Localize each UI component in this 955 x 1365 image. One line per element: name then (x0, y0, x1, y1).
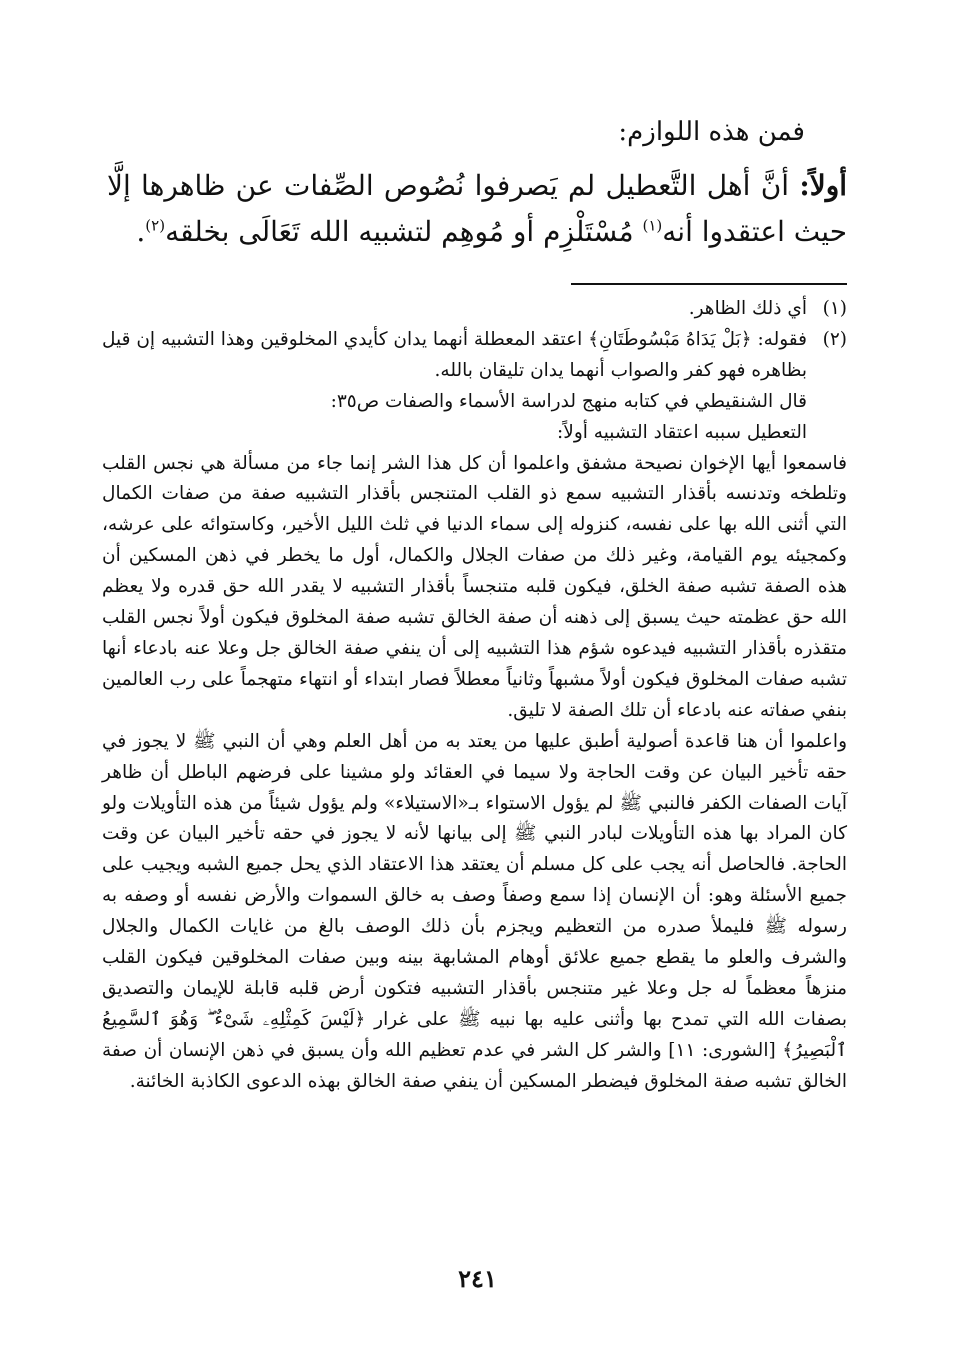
footnote-ref-1: (١) (642, 216, 663, 235)
footnote-2-subheading: التعطيل سببه اعتقاد التشبيه أولاً: (557, 421, 807, 443)
footnote-1-number: (١) (822, 298, 847, 319)
footnote-2-intro: فقوله: ﴿بَلْ يَدَاهُ مَبْسُوطَتَانِ﴾ اعتقد المعطلة أنهما يدان كأيدي المخلوقين وهذا التشبيه إن قيل بظاهره فهو كفر والصواب أنهما يدان تليقان بالله. (102, 328, 807, 381)
main-text-part2: مُسْتَلْزِم أو مُوهِم لتشبيه الله تَعَالَى بخلقه (165, 215, 643, 248)
footnote-divider (571, 283, 847, 285)
main-paragraph (107, 163, 847, 255)
footnote-2 (102, 325, 847, 449)
page-number: ٢٤١ (458, 1264, 497, 1293)
main-lead: أولاً: (799, 169, 847, 202)
footnote-2-paragraph-2: واعلموا أن هنا قاعدة أصولية أطبق عليها من يعتد به من أهل العلم وهي أن النبي ﷺ لا يجوز في حقه تأخير البيان عن وقت الحاجة ولا سيما في العقائد ولو مشينا على فرضهم الباطل أن ظاهر آيات الصفات الكفر فالنبي ﷺ لم يؤول الاستواء بـ«الاستيلاء» ولم يؤول شيئاً من هذه التأويلات ولو كان المراد بها هذه التأويلات لبادر النبي ﷺ إلى بيانها لأنه لا يجوز في حقه تأخير البيان عن وقت الحاجة. فالحاصل أنه يجب على كل مسلم أن يعتقد هذا الاعتقاد الذي يحل جميع الشبه ويجيب على جميع الأسئلة وهو: أن الإنسان إذا سمع وصفاً وصف به خالق السموات والأرض نفسه أو وصفه به رسوله ﷺ فليملأ صدره من التعظيم ويجزم بأن ذلك الوصف بالغ من غايات الكمال والجلال والشرف والعلو ما يقطع جميع علائق أوهام المشابهة بينه وبين صفات المخلوقين فيكون القلب منزهاً معظماً له جل وعلا غير متنجس بأقذار التشبيه فتكون أرض قلبه قابلة للإيمان والتصديق بصفات الله التي تمدح بها وأثنى عليه بها نبيه ﷺ على غرار ﴿لَيْسَ كَمِثْلِهِۦ شَىْءٌ ۖ وَهُوَ ٱلسَّمِيعُ ٱلْبَصِيرُ﴾ [الشورى: ١١] والشر كل الشر في عدم تعظيم الله وأن يسبق في ذهن الإنسان أن صفة الخالق تشبه صفة المخلوق فيضطر المسكين أن ينفي صفة الخالق بهذه الدعوى الكاذبة الخائنة. (102, 730, 847, 1092)
footnotes (102, 294, 847, 1098)
section-heading: فمن هذه اللوازم: (618, 117, 805, 147)
footnote-2-number: (٢) (822, 328, 847, 350)
main-text-part1: أنَّ أهل التَّعطيل لم يَصرفوا نُصُوص الصِّفات عن ظاهرها إلَّا حيث اعتقدوا أنه (107, 169, 847, 248)
footnote-2-source: قال الشنقيطي في كتابه منهج لدراسة الأسماء والصفات ص٣٥: (330, 390, 807, 412)
footnote-2-paragraph-1: فاسمعوا أيها الإخوان نصيحة مشفق واعلموا أن كل هذا الشر إنما جاء من مسألة هي نجس القلب وتلطخه وتدنسه بأقذار التشبيه سمع ذو القلب المتنجس بأقذار التشبيه صفة من صفات الكمال التي أثنى الله بها على نفسه، كنزوله إلى سماء الدنيا في ثلث الليل الأخير، وكاستوائه على عرشه، وكمجيئه يوم القيامة، وغير ذلك من صفات الجلال والكمال، أول ما يخطر في ذهن المسكين أن هذه الصفة تشبه صفة الخلق، فيكون قلبه متنجساً بأقذار التشبيه لا يقدر الله حق قدره ولا يعظم الله حق عظمته حيث يسبق إلى ذهنه أن صفة الخالق تشبه صفة المخلوق فيكون أولاً نجس القلب متقذره بأقذار التشبيه فيدعوه شؤم هذا التشبيه إلى أن ينفي صفة الخالق جل وعلا عنه بادعاء أنها تشبه صفات المخلوق فيكون أولاً مشبهاً وثانياً معطلاً فصار ابتداء أو انتهاء متهجماً على رب العالمين بنفي صفاته عنه بادعاء أن تلك الصفة لا تليق. (102, 452, 847, 721)
footnote-ref-2: (٢) (145, 216, 166, 235)
footnote-1 (102, 294, 847, 325)
footnote-1-text: أي ذلك الظاهر. (688, 298, 807, 319)
main-text-end: . (136, 215, 146, 248)
